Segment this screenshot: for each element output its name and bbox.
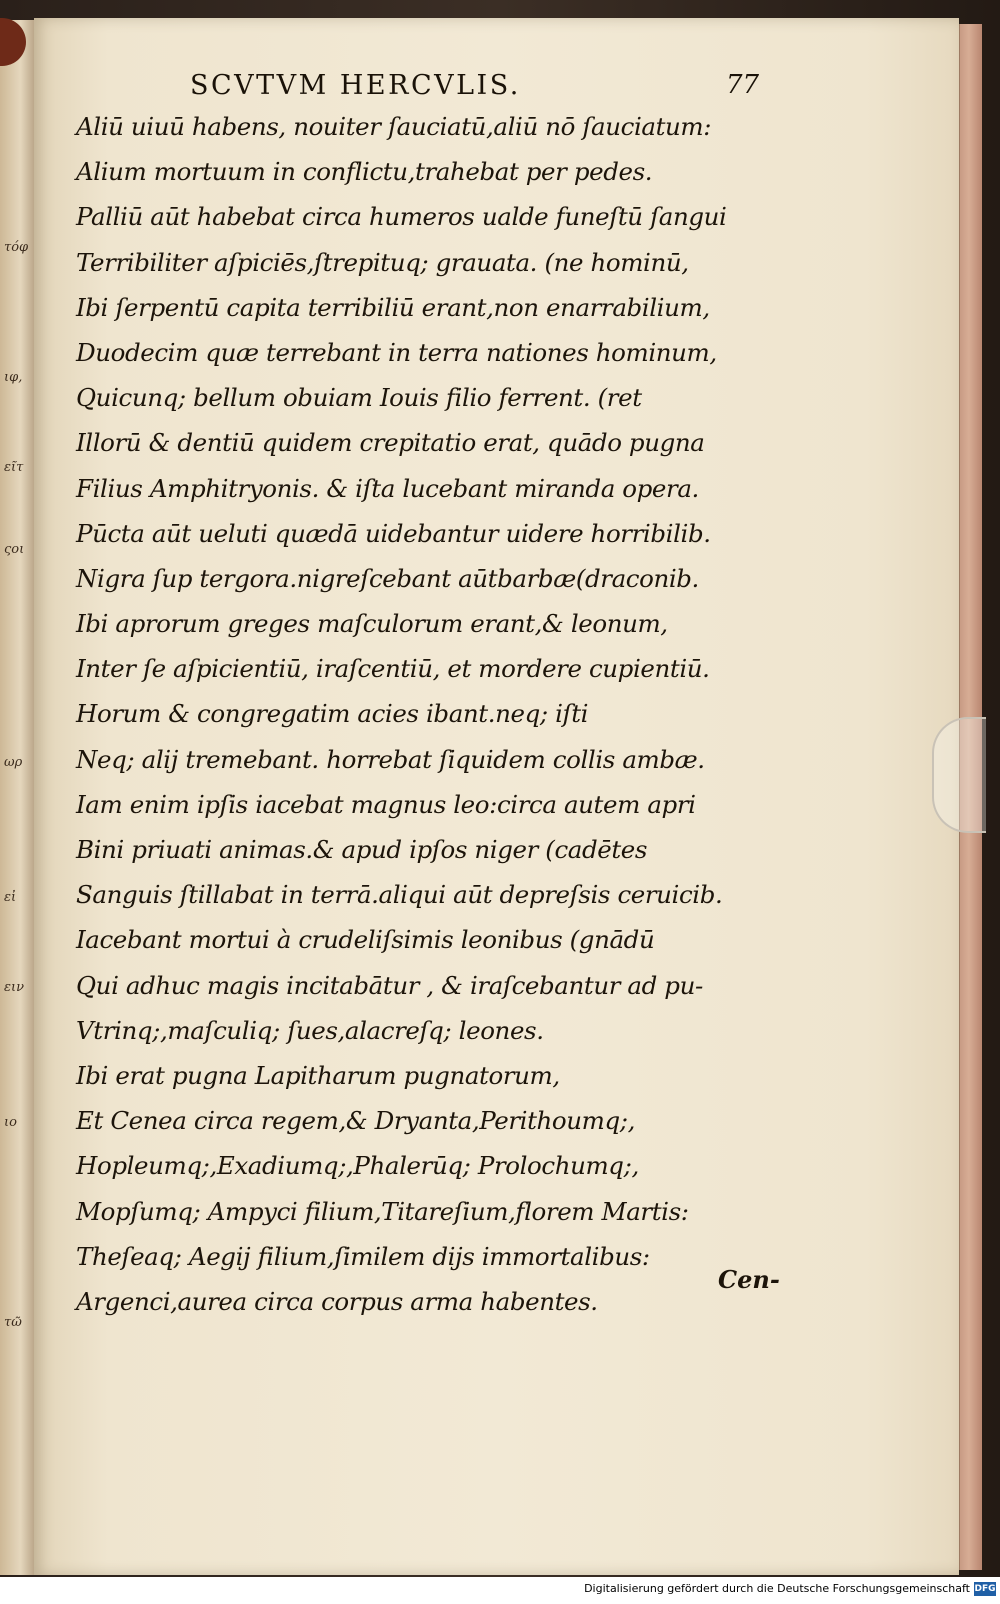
prev-page-fragment: ωρ bbox=[4, 755, 23, 770]
text-line: Sanguis ſtillabat in terrā.aliqui aūt depreſsis ceruicib. bbox=[76, 880, 723, 910]
page-clip bbox=[932, 717, 986, 833]
text-line: Argenci,aurea circa corpus arma habentes. bbox=[76, 1286, 598, 1316]
prev-page-fragment: εἰ bbox=[4, 890, 17, 905]
prev-page-fragment: εῖτ bbox=[4, 460, 24, 475]
funding-credit: Digitalisierung gefördert durch die Deutsche Forschungsgemeinschaft bbox=[584, 1582, 970, 1595]
prev-page-fragment: τόφ bbox=[4, 240, 29, 255]
text-line: Iacebant mortui à crudeliſsimis leonibus (gnādū bbox=[76, 925, 655, 955]
prev-page-fragment: ςοι bbox=[4, 542, 25, 557]
catchword: Cen- bbox=[718, 1265, 780, 1294]
text-line: Ibi ſerpentū capita terribiliū erant,non enarrabilium, bbox=[76, 292, 710, 322]
text-line: Vtrinq;,maſculiq; ſues,alacreſq; leones. bbox=[76, 1015, 544, 1045]
text-line: Ibi aprorum greges maſculorum erant,& leonum, bbox=[76, 609, 668, 639]
text-line: Horum & congregatim acies ibant.neq; iſti bbox=[76, 699, 589, 729]
text-line: Aliū uiuū habens, nouiter ſauciatū,aliū nō ſauciatum: bbox=[76, 112, 712, 141]
text-line: Mopſumq; Ampyci filium,Titareſium,florem Martis: bbox=[76, 1196, 689, 1226]
prev-page-fragment: ειν bbox=[4, 980, 24, 995]
text-line: Pūcta aūt ueluti quædā uidebantur uidere horribilib. bbox=[76, 518, 711, 548]
text-line: Hopleumq;,Exadiumq;,Phalerūq; Prolochumq;, bbox=[76, 1151, 639, 1181]
text-line: Iam enim ipſis iacebat magnus leo:circa autem apri bbox=[76, 789, 696, 819]
text-line: Alium mortuum in conflictu,trahebat per pedes. bbox=[76, 157, 653, 187]
text-line: Theſeaq; Aegij filium,ſimilem dijs immortalibus: bbox=[76, 1241, 650, 1271]
text-line: Palliū aūt habebat circa humeros ualde funeſtū ſangui bbox=[76, 202, 727, 232]
text-line: Bini priuati animas.& apud ipſos niger (cadētes bbox=[76, 835, 648, 864]
text-line: Inter ſe aſpicientiū, iraſcentiū, et mordere cupientiū. bbox=[76, 654, 710, 684]
dfg-logo: DFG bbox=[974, 1584, 996, 1594]
text-line: Illorū & dentiū quidem crepitatio erat, quādo pugna bbox=[76, 428, 705, 458]
text-line: Filius Amphitryonis. & iſta lucebant miranda opera. bbox=[76, 473, 699, 503]
running-head: SCVTVM HERCVLIS. bbox=[190, 70, 521, 101]
text-line: Quicunq; bellum obuiam Iouis filio ferrent. (ret bbox=[76, 383, 642, 413]
text-line: Qui adhuc magis incitabātur , & iraſcebantur ad pu- bbox=[76, 970, 703, 1000]
text-line: Neq; alij tremebant. horrebat ſiquidem collis ambæ. bbox=[76, 744, 705, 774]
page-number: 77 bbox=[726, 70, 760, 100]
prev-page-fragment: τῶ bbox=[4, 1315, 22, 1330]
previous-page-edge bbox=[0, 20, 35, 1575]
text-line: Ibi erat pugna Lapitharum pugnatorum, bbox=[76, 1060, 560, 1090]
text-line: Et Cenea circa regem,& Dryanta,Perithoumq;, bbox=[76, 1106, 635, 1136]
prev-page-fragment: ιφ, bbox=[4, 370, 23, 385]
prev-page-fragment: ιο bbox=[4, 1115, 17, 1130]
text-line: Terribiliter aſpiciēs,ſtrepituq; grauata. (ne hominū, bbox=[76, 247, 689, 277]
text-line: Duodecim quæ terrebant in terra nationes hominum, bbox=[76, 337, 717, 367]
text-line: Nigra ſup tergora.nigreſcebant aūtbarbæ(draconib. bbox=[76, 563, 699, 593]
text-block bbox=[76, 104, 781, 1324]
